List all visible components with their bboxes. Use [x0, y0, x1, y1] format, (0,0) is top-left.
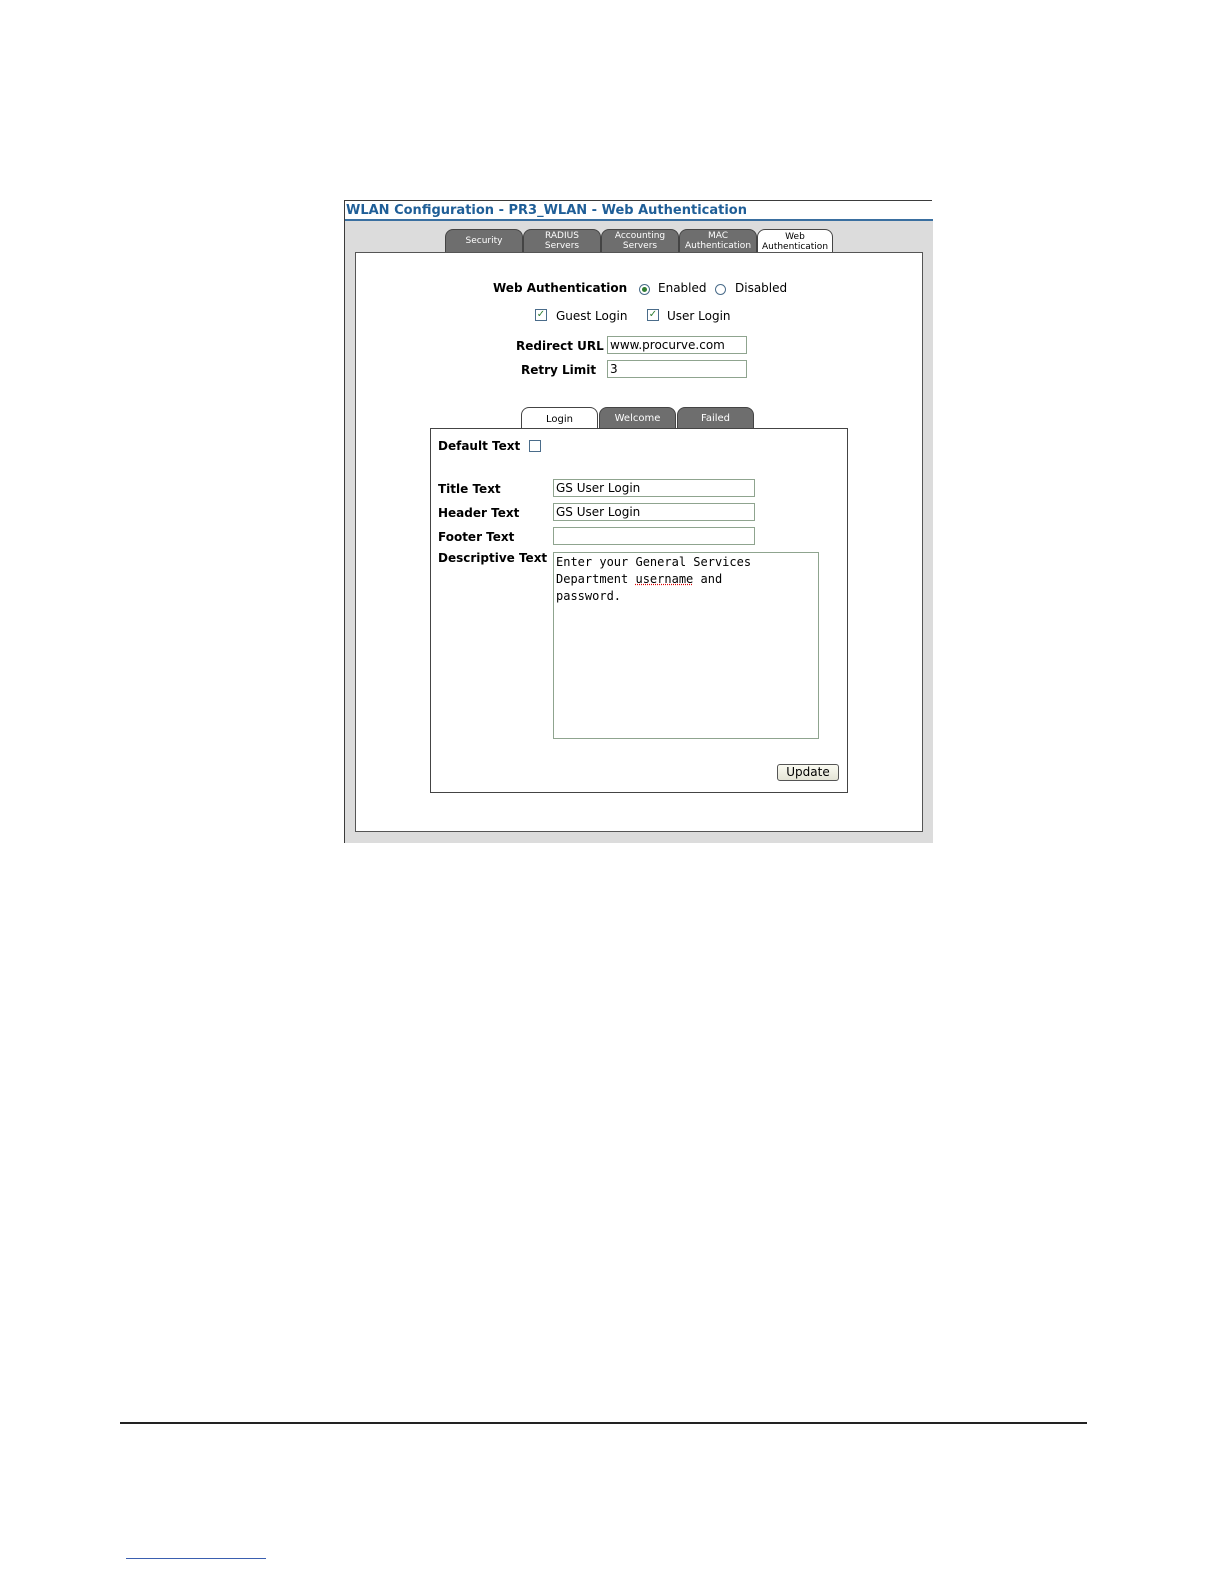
- tab-label: Web: [785, 231, 805, 242]
- update-button[interactable]: Update: [777, 764, 839, 781]
- disabled-radio[interactable]: [715, 284, 726, 295]
- tab-label: Security: [465, 236, 503, 246]
- subtab-label: Login: [546, 413, 573, 425]
- radio-selected-dot: [642, 287, 647, 292]
- tab-label: RADIUS: [545, 231, 579, 241]
- descriptive-line: and: [693, 572, 723, 586]
- tab-label: Authentication: [684, 241, 752, 251]
- redirect-url-input[interactable]: www.procurve.com: [607, 336, 747, 354]
- footer-text-input[interactable]: [553, 527, 755, 545]
- web-auth-label: Web Authentication: [493, 281, 628, 295]
- retry-limit-input[interactable]: 3: [607, 360, 747, 378]
- check-icon: ✓: [536, 309, 546, 320]
- descriptive-line: Department: [556, 572, 636, 586]
- tab-label: Servers: [544, 241, 580, 251]
- user-login-label: User Login: [667, 309, 731, 323]
- footer-text-label: Footer Text: [438, 530, 515, 544]
- tab-radius-servers[interactable]: [523, 229, 601, 252]
- header-text-input[interactable]: GS User Login: [553, 503, 755, 521]
- spellcheck-word: username: [635, 572, 694, 586]
- tab-label: Servers: [622, 241, 658, 251]
- subtab-welcome[interactable]: [599, 407, 676, 430]
- subtab-label: Failed: [700, 413, 731, 424]
- tab-label: MAC: [707, 231, 729, 241]
- guest-login-checkbox[interactable]: [535, 309, 547, 321]
- descriptive-line: Enter your General Services: [556, 555, 752, 569]
- descriptive-text-label: Descriptive Text: [438, 551, 548, 565]
- default-text-checkbox[interactable]: [529, 440, 541, 452]
- guest-login-label: Guest Login: [556, 309, 628, 323]
- footer-link-underline[interactable]: [126, 1558, 266, 1559]
- enabled-radio[interactable]: [639, 284, 650, 295]
- enabled-label: Enabled: [658, 281, 707, 295]
- retry-limit-label: Retry Limit: [521, 363, 597, 377]
- header-text-label: Header Text: [438, 506, 520, 520]
- default-text-label: Default Text: [438, 439, 521, 453]
- footer-divider: [120, 1422, 1087, 1424]
- descriptive-text-area[interactable]: [553, 552, 819, 739]
- disabled-label: Disabled: [735, 281, 788, 295]
- tab-security[interactable]: [445, 229, 523, 252]
- check-icon: ✓: [648, 309, 658, 320]
- tab-accounting-servers[interactable]: [601, 229, 679, 252]
- subtab-failed[interactable]: [677, 407, 754, 430]
- login-panel: [430, 428, 848, 793]
- redirect-url-label: Redirect URL: [516, 339, 604, 353]
- page-title: WLAN Configuration - PR3_WLAN - Web Authentication: [345, 201, 933, 221]
- subtab-label: Welcome: [614, 413, 661, 424]
- tab-label: Accounting: [614, 231, 666, 241]
- tab-label: Authentication: [761, 241, 829, 252]
- user-login-checkbox[interactable]: [647, 309, 659, 321]
- descriptive-line: password.: [556, 589, 622, 603]
- title-text-label: Title Text: [438, 482, 501, 496]
- title-text-input[interactable]: GS User Login: [553, 479, 755, 497]
- tab-web-authentication[interactable]: [757, 229, 833, 253]
- tab-mac-authentication[interactable]: [679, 229, 757, 252]
